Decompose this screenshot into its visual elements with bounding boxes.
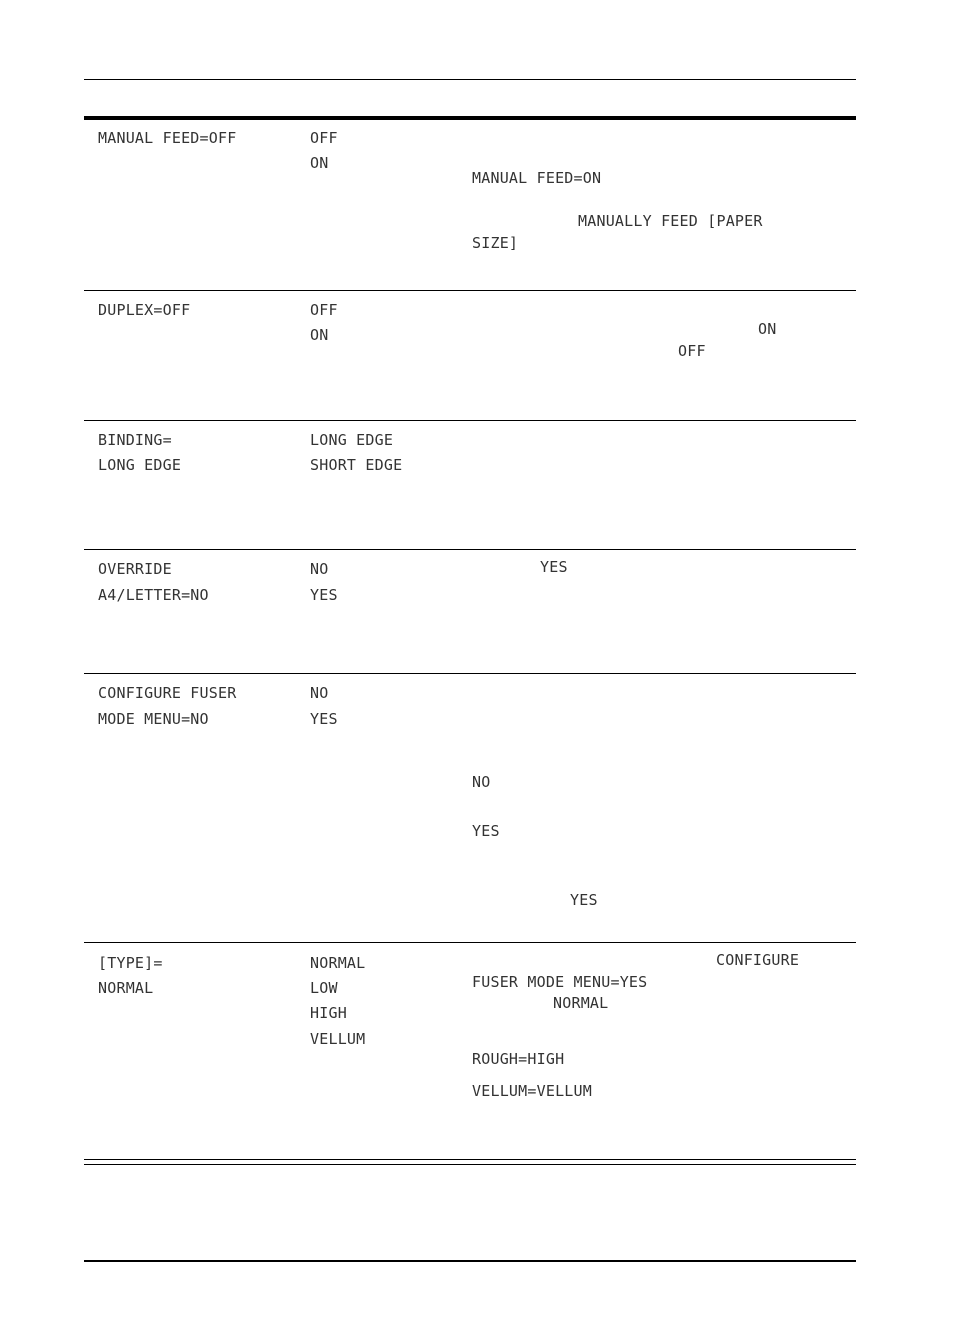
row-divider	[84, 942, 856, 943]
description-text: VELLUM=VELLUM	[472, 1082, 592, 1100]
menu-item-value: OFF	[310, 301, 338, 319]
menu-item-name: MODE MENU=NO	[98, 710, 209, 728]
menu-item-name: CONFIGURE FUSER	[98, 684, 237, 702]
menu-item-name: [TYPE]=	[98, 954, 163, 972]
menu-item-name: LONG EDGE	[98, 456, 182, 474]
menu-item-value: ON	[310, 154, 329, 172]
menu-item-value: HIGH	[310, 1004, 347, 1022]
row-divider	[84, 673, 856, 674]
row-divider	[84, 549, 856, 550]
description-text: YES	[570, 891, 598, 909]
table-top-rule	[84, 116, 856, 120]
menu-item-value: LOW	[310, 979, 338, 997]
menu-item-name: BINDING=	[98, 431, 172, 449]
menu-item-value: VELLUM	[310, 1030, 366, 1048]
description-text: ON	[758, 320, 777, 338]
menu-item-name: A4/LETTER=NO	[98, 586, 209, 604]
menu-item-value: NO	[310, 684, 329, 702]
table-bottom-rule	[84, 1159, 856, 1160]
menu-item-value: YES	[310, 586, 338, 604]
description-text: OFF	[678, 342, 706, 360]
menu-item-name: NORMAL	[98, 979, 154, 997]
menu-item-name: OVERRIDE	[98, 560, 172, 578]
description-text: NO	[472, 773, 491, 791]
menu-item-value: YES	[310, 710, 338, 728]
menu-item-value: NO	[310, 560, 329, 578]
description-text: MANUAL FEED=ON	[472, 169, 602, 187]
table-bottom-rule	[84, 1164, 856, 1165]
description-text: YES	[472, 822, 500, 840]
description-text: FUSER MODE MENU=YES	[472, 973, 648, 991]
menu-item-value: SHORT EDGE	[310, 456, 403, 474]
description-text: CONFIGURE	[716, 951, 800, 969]
menu-item-name: MANUAL FEED=OFF	[98, 129, 237, 147]
description-text: YES	[540, 558, 568, 576]
description-text: NORMAL	[553, 994, 609, 1012]
menu-item-value: LONG EDGE	[310, 431, 394, 449]
menu-item-name: DUPLEX=OFF	[98, 301, 191, 319]
menu-item-value: OFF	[310, 129, 338, 147]
row-divider	[84, 290, 856, 291]
header-rule	[84, 79, 856, 80]
menu-item-value: ON	[310, 326, 329, 344]
description-text: MANUALLY FEED [PAPER	[578, 212, 763, 230]
description-text: SIZE]	[472, 234, 519, 252]
row-divider	[84, 420, 856, 421]
description-text: ROUGH=HIGH	[472, 1050, 565, 1068]
footer-rule	[84, 1260, 856, 1262]
menu-item-value: NORMAL	[310, 954, 366, 972]
